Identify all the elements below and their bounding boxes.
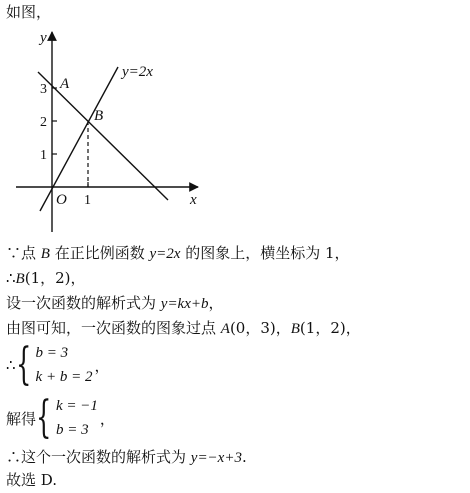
system1-eq1: b = 3 [35,345,69,361]
tick-x1-label: 1 [84,193,91,208]
solution-line-1 [6,243,350,264]
solution-line-4 [6,318,361,339]
line4-point-a: A [220,321,230,337]
line4-point-b: B [290,321,300,337]
line1-mid: 在正比例函数 [49,244,150,262]
origin-label: O [56,192,67,208]
line2-coords: (1，2)， [24,269,86,287]
solution-line-3 [6,293,224,314]
line4-coords-a: (0，3)， [229,319,291,337]
line7-expression: y=−x+3 [190,450,242,466]
line4-coords-b: (1，2)， [299,319,361,337]
line3-prefix: 设一次函数的解析式为 [6,294,161,312]
tick-y2-label: 2 [40,115,47,130]
system1-prefix: ∴ [6,356,16,374]
system1-brace: { [15,339,31,390]
answer-text: 故选 D. [6,471,58,489]
line3-expression: y=kx+b [160,296,209,312]
intro-text: 如图， [6,3,52,21]
solution-line-7 [6,447,247,468]
line2-point-b: B [15,271,25,287]
system2-tail: ， [99,409,115,428]
point-b-label: B [94,108,104,124]
x-axis-label: x [190,192,197,208]
line2-prefix: ∴ [6,269,16,287]
system1-tail: ， [94,356,110,375]
point-a-label: A [60,76,70,92]
system2-brace: { [36,392,52,443]
line1-suffix: 的图象上，横坐标为 1， [180,244,350,262]
tick-y3-label: 3 [40,82,47,97]
system2-eq2: b = 3 [56,422,89,438]
line1-prefix: ∵点 [6,244,41,262]
line4-prefix: 由图可知，一次函数的图象过点 [6,319,221,337]
equation-system-1 [6,339,110,390]
system1-eq2: k + b = 2 [35,369,93,385]
coordinate-graph [0,0,470,240]
equation-system-2 [6,392,115,443]
line-label: y=2x [122,64,153,80]
line3-suffix: ， [208,294,224,312]
tick-y1-label: 1 [40,148,47,163]
line7-suffix: . [241,448,247,466]
line1-point-b: B [40,246,50,262]
y-axis-label: y [40,30,47,46]
solution-line-2 [6,268,86,289]
system2-eq1: k = −1 [56,398,98,414]
system2-prefix: 解得 [6,409,37,428]
line1-function: y=2x [149,246,181,262]
line-y-minus-x-plus-3 [38,72,168,200]
line7-prefix: ∴这个一次函数的解析式为 [6,448,191,466]
